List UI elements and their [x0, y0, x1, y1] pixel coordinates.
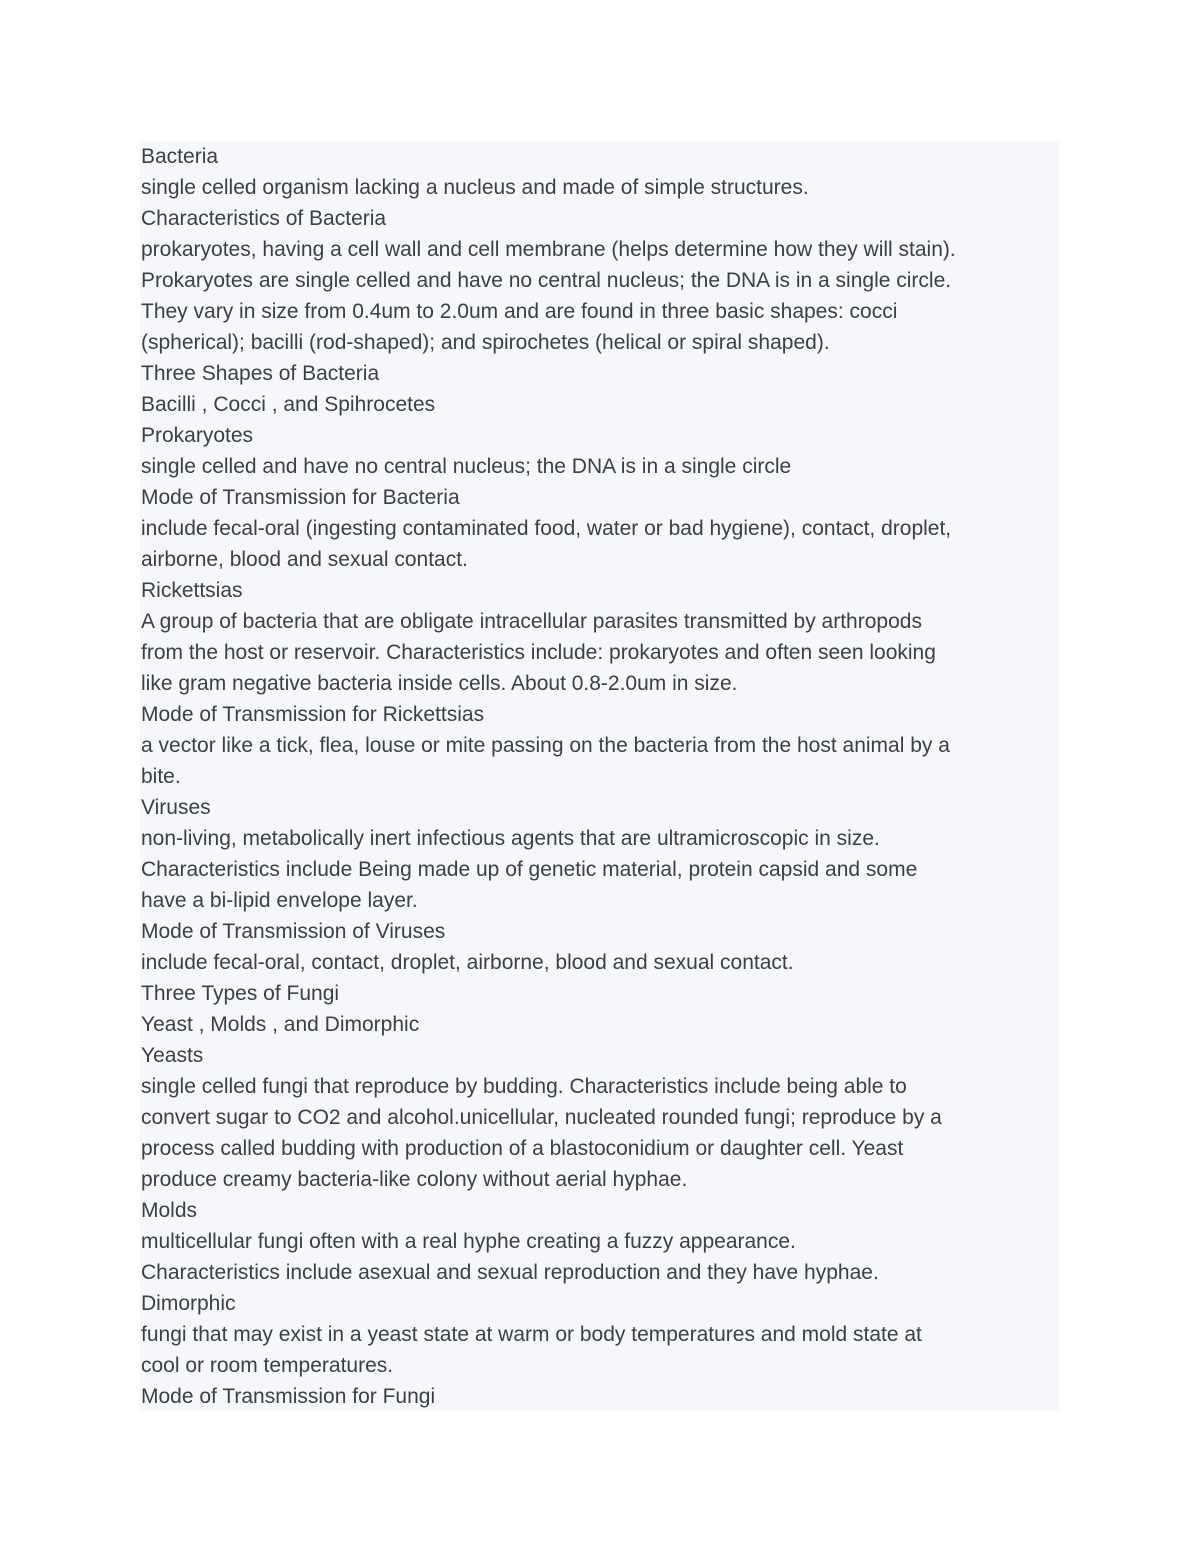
definition-line: convert sugar to CO2 and alcohol.unicellular, nucleated rounded fungi; reproduce by a — [141, 1106, 942, 1129]
definition-line: produce creamy bacteria-like colony without aerial hyphae. — [141, 1168, 688, 1191]
definition-line: single celled fungi that reproduce by budding. Characteristics include being able to — [141, 1075, 907, 1098]
term-line: Yeasts — [141, 1044, 204, 1067]
term-line: Viruses — [141, 796, 211, 819]
term-line: Characteristics of Bacteria — [141, 207, 387, 230]
definition-line: (spherical); bacilli (rod-shaped); and spirochetes (helical or spiral shaped). — [141, 331, 830, 354]
definition-line: single celled organism lacking a nucleus and made of simple structures. — [141, 176, 809, 199]
definition-line: Bacilli , Cocci , and Spihrocetes — [141, 393, 436, 416]
term-line: Rickettsias — [141, 579, 243, 602]
definition-line: non-living, metabolically inert infectious agents that are ultramicroscopic in size. — [141, 827, 880, 850]
term-line: Mode of Transmission of Viruses — [141, 920, 446, 943]
definition-line: airborne, blood and sexual contact. — [141, 548, 468, 571]
term-line: Molds — [141, 1199, 198, 1222]
definition-line: fungi that may exist in a yeast state at warm or body temperatures and mold state at — [141, 1323, 922, 1346]
definition-line: single celled and have no central nucleus; the DNA is in a single circle — [141, 455, 792, 478]
term-line: Dimorphic — [141, 1292, 236, 1315]
definition-line: include fecal-oral (ingesting contaminated food, water or bad hygiene), contact, droplet, — [141, 517, 952, 540]
definition-line: Yeast , Molds , and Dimorphic — [141, 1013, 420, 1036]
definition-line: have a bi-lipid envelope layer. — [141, 889, 418, 912]
term-line: Mode of Transmission for Rickettsias — [141, 703, 485, 726]
definition-line: process called budding with production of a blastoconidium or daughter cell. Yeast — [141, 1137, 904, 1160]
term-line: Three Types of Fungi — [141, 982, 340, 1005]
definition-line: cool or room temperatures. — [141, 1354, 394, 1377]
term-line: Three Shapes of Bacteria — [141, 362, 380, 385]
definition-line: multicellular fungi often with a real hyphe creating a fuzzy appearance. — [141, 1230, 796, 1253]
term-line: Mode of Transmission for Fungi — [141, 1385, 436, 1408]
definition-line: They vary in size from 0.4um to 2.0um and are found in three basic shapes: cocci — [141, 300, 898, 323]
definition-line: Prokaryotes are single celled and have no central nucleus; the DNA is in a single circle. — [141, 269, 952, 292]
definition-line: include fecal-oral, contact, droplet, airborne, blood and sexual contact. — [141, 951, 794, 974]
definition-line: A group of bacteria that are obligate intracellular parasites transmitted by arthropods — [141, 610, 922, 633]
definition-line: prokaryotes, having a cell wall and cell membrane (helps determine how they will stain). — [141, 238, 956, 261]
definition-line: a vector like a tick, flea, louse or mite passing on the bacteria from the host animal by a — [141, 734, 950, 757]
definition-line: Characteristics include asexual and sexual reproduction and they have hyphae. — [141, 1261, 879, 1284]
definition-line: like gram negative bacteria inside cells. About 0.8-2.0um in size. — [141, 672, 738, 695]
term-line: Prokaryotes — [141, 424, 254, 447]
definition-line: bite. — [141, 765, 181, 788]
term-line: Mode of Transmission for Bacteria — [141, 486, 460, 509]
definition-line: Characteristics include Being made up of genetic material, protein capsid and some — [141, 858, 918, 881]
definition-line: from the host or reservoir. Characteristics include: prokaryotes and often seen looking — [141, 641, 936, 664]
term-line: Bacteria — [141, 145, 219, 168]
flashcard-text-block — [140, 141, 1059, 1411]
